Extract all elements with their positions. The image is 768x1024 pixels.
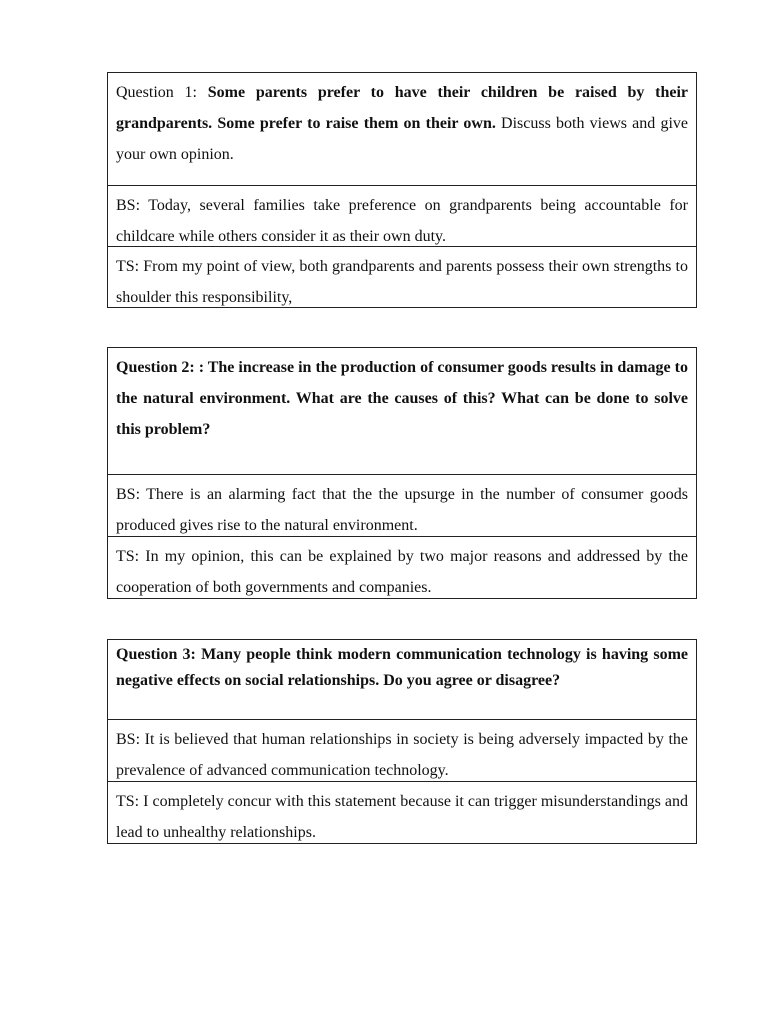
question-1-bs-cell bbox=[108, 185, 696, 246]
question-2-ts-cell bbox=[108, 536, 696, 598]
question-1-ts-cell bbox=[108, 246, 696, 307]
question-3-ts-text: TS: I completely concur with this statement because it can trigger misunderstandings and lead to unhealthy relationships. bbox=[116, 793, 688, 841]
question-3-ts-cell bbox=[108, 781, 696, 843]
question-3-table bbox=[107, 639, 697, 844]
question-3-prompt-bold: Many people think modern communication technology is having some negative effects on social relationships. Do you agree or disagree? bbox=[116, 646, 689, 689]
question-2-ts-text: TS: In my opinion, this can be explained by two major reasons and addressed by the cooperation of both governments and companies. bbox=[116, 548, 688, 596]
question-2-prefix: Question 2: : bbox=[116, 359, 208, 376]
question-2-table bbox=[107, 347, 697, 599]
question-2-cell bbox=[108, 348, 696, 474]
question-1-prompt-bold: Some parents prefer to have their children be raised by their grandparents. Some prefer to raise them on their own. bbox=[116, 84, 688, 132]
question-3-prefix: Question 3: bbox=[116, 646, 202, 663]
question-3-cell bbox=[108, 640, 696, 719]
question-1-bs-text: BS: Today, several families take preference on grandparents being accountable for childcare while others consider it as their own duty. bbox=[116, 197, 688, 245]
question-3-bs-cell bbox=[108, 719, 696, 781]
question-2-prompt-bold: The increase in the production of consumer goods results in damage to the natural environment. What are the causes of this? What can be done to solve this problem? bbox=[116, 359, 688, 438]
question-2-bs-cell bbox=[108, 474, 696, 536]
question-2-bs-text: BS: There is an alarming fact that the the upsurge in the number of consumer goods produced gives rise to the natural environment. bbox=[116, 486, 688, 534]
question-1-ts-text: TS: From my point of view, both grandparents and parents possess their own strengths to shoulder this responsibility, bbox=[116, 258, 688, 306]
question-1-prefix: Question 1: bbox=[116, 84, 208, 101]
question-1-prompt-rest: Discuss both views and give your own opinion. bbox=[116, 115, 689, 163]
question-3-bs-text: BS: It is believed that human relationships in society is being adversely impacted by the prevalence of advanced communication technology. bbox=[116, 731, 688, 779]
question-1-table bbox=[107, 72, 697, 308]
question-1-cell bbox=[108, 73, 696, 185]
